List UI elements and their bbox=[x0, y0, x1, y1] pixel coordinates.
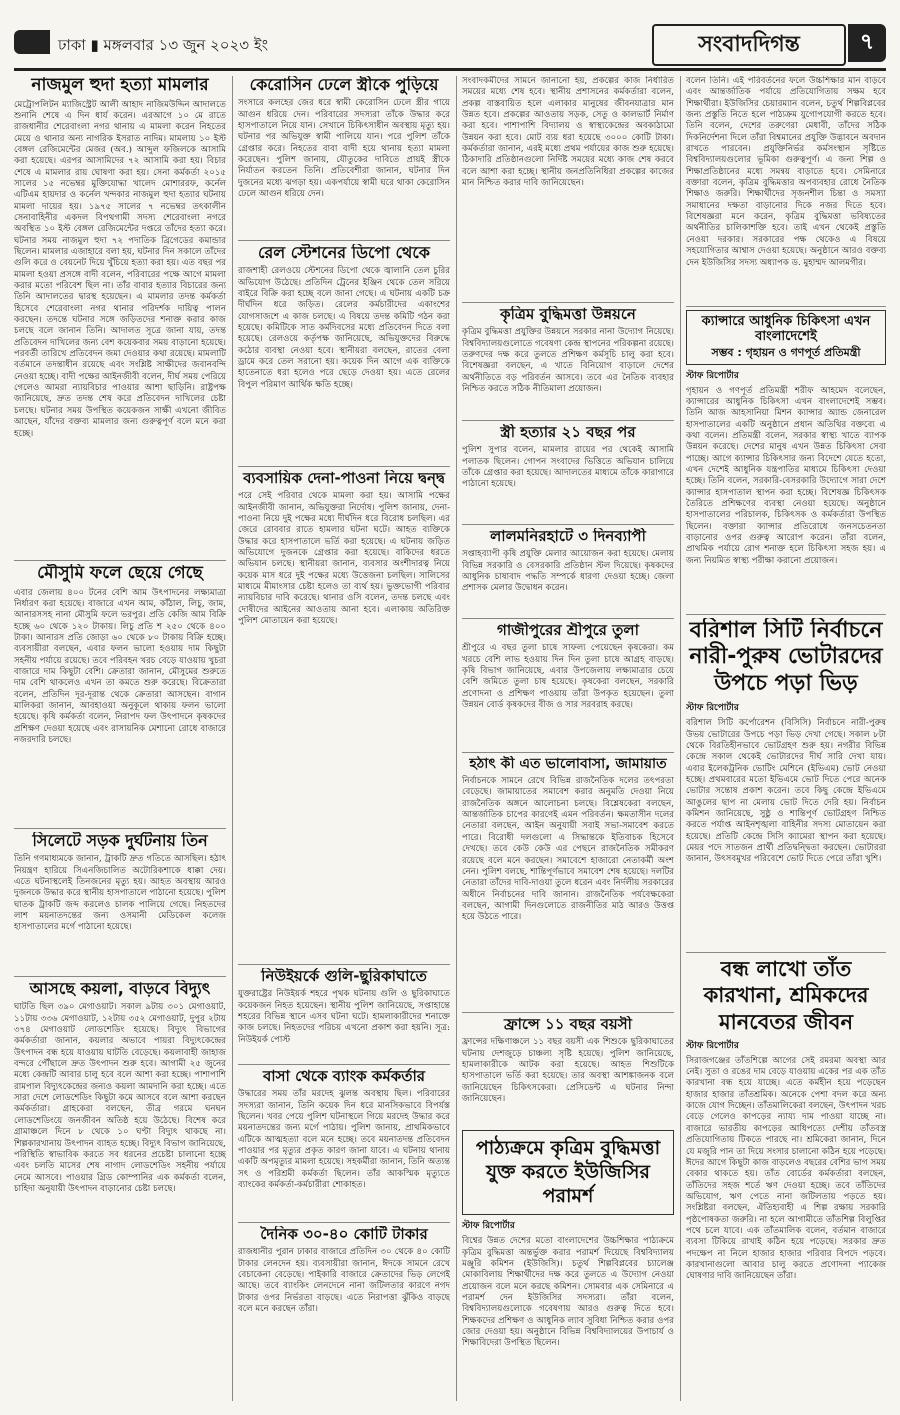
article-headline: বন্ধ লাখো তাঁত কারখানা, শ্রমিকদের মানবেতর জীবন bbox=[703, 957, 869, 1034]
article-body: পুলিশ সুপার বলেন, মামলার রায়ের পর থেকেই আসামি পলাতক ছিলেন। গোপন সংবাদের ভিত্তিতে অভিযান চালিয়ে তাঁকে গ্রেপ্তার করা হয়েছে। আদালতের মাধ্যমে তাঁকে কারাগারে পাঠানো হয়েছে। bbox=[462, 445, 674, 490]
page-number: ৭ bbox=[848, 24, 886, 62]
divider bbox=[462, 420, 674, 421]
article-body: যুক্তরাষ্ট্রের নিউইয়র্ক শহরে পৃথক ঘটনায় গুলি ও ছুরিকাঘাতে কয়েকজন নিহত হয়েছেন। স্থানীয় পুলিশ জানিয়েছে, সপ্তাহান্তে শহরের বিভিন্ন স্থানে এসব ঘটনা ঘটে। হামলাকারীদের শনাক্তে কাজ চলছে। নিহতদের পরিচয় এখনো প্রকাশ করা হয়নি। সূত্র: নিউইয়র্ক পোস্ট bbox=[238, 989, 450, 1045]
column-rule bbox=[232, 76, 233, 1401]
newspaper-logo: সংবাদদিগন্ত bbox=[652, 24, 846, 66]
headline-box bbox=[686, 310, 886, 365]
article-headline: ব্যবসায়িক দেনা-পাওনা নিয়ে দ্বন্দ্ব bbox=[243, 470, 445, 487]
article-headline: বাসা থেকে ব্যাংক কর্মকর্তার bbox=[262, 1068, 426, 1085]
article-headline: গাজীপুরের শ্রীপুরে তুলা bbox=[497, 622, 639, 639]
article-byline: স্টাফ রিপোর্টার bbox=[686, 703, 739, 714]
article-sylhet-accident bbox=[14, 832, 226, 972]
article-body: রাজধানীর পুরান ঢাকার বাজারে প্রতিদিন ৩০ থেকে ৪০ কোটি টাকার লেনদেন হয়। ব্যবসায়ীরা জানান, ঈদকে সামনে রেখে বেচাকেনা বেড়েছে। পাইকারি বাজারে ক্রেতাদের ভিড় লেগেই আছে। তবে ব্যাংকিং লেনদেনে নানা জটিলতার কারণে নগদ টাকার ওপর নির্ভরতা বাড়ছে। এতে নিরাপত্তা ঝুঁকিও বাড়ছে বলে মনে করছেন তাঁরা। bbox=[238, 1247, 450, 1314]
divider bbox=[462, 752, 674, 753]
article-rail-depot bbox=[238, 244, 450, 462]
article-cancer-treatment bbox=[686, 310, 886, 610]
article-headline: কৃত্রিম বুদ্ধিমত্তা উন্নয়নে bbox=[500, 306, 636, 323]
article-body: কৃত্রিম বুদ্ধিমত্তা প্রযুক্তির উন্নয়নে সরকার নানা উদ্যোগ নিয়েছে। বিশ্ববিদ্যালয়গুলোতে গবেষণা কেন্দ্র স্থাপনের পরিকল্পনা রয়েছে। তরুণদের দক্ষ করে তুলতে প্রশিক্ষণ কর্মসূচি চালু করা হবে। বিশেষজ্ঞরা বলছেন, এ খাতে বিনিয়োগ বাড়ালে দেশের অর্থনীতিতে বড় পরিবর্তন আসবে। তবে এর নৈতিক ব্যবহার নিশ্চিত করতে সঠিক নীতিমালা প্রয়োজন। bbox=[462, 327, 674, 394]
article-bank-officer bbox=[238, 1068, 450, 1218]
article-headline: লালমনিরহাটে ৩ দিনব্যাপী bbox=[490, 528, 646, 545]
article-headline: স্ত্রী হত্যার ২১ বছর পর bbox=[500, 424, 636, 441]
article-body: বিশ্বের উন্নত দেশের মতো বাংলাদেশের উচ্চশিক্ষার পাঠ্যক্রমে কৃত্রিম বুদ্ধিমত্তা অন্তর্ভুক্ত করার পরামর্শ দিয়েছে বিশ্ববিদ্যালয় মঞ্জুরি কমিশন (ইউজিসি)। চতুর্থ শিল্পবিপ্লবের চ্যালেঞ্জ মোকাবিলায় শিক্ষার্থীদের দক্ষ করে তুলতে এ উদ্যোগ নেওয়া প্রয়োজন বলে মনে করছে কমিশন। সোমবার এক সেমিনারে এ পরামর্শ দেন ইউজিসির সদস্যরা। তাঁরা বলেন, বিশ্ববিদ্যালয়গুলোকে গবেষণায় আরও গুরুত্ব দিতে হবে। শিক্ষকদের প্রশিক্ষণ ও আধুনিক ল্যাব সুবিধা নিশ্চিত করার ওপর জোর দেওয়া হয়। অনুষ্ঠানে বিভিন্ন বিশ্ববিদ্যালয়ের উপাচার্য ও শিক্ষাবিদেরা উপস্থিত ছিলেন। bbox=[462, 1236, 674, 1349]
masthead-rule bbox=[14, 68, 886, 71]
article-body: বরিশাল সিটি কর্পোরেশন (বিসিসি) নির্বাচনে নারী-পুরুষ উভয় ভোটারের উপচে পড়া ভিড় দেখা গেছে। সকাল ৮টা থেকে বিরতিহীনভাবে ভোটগ্রহণ শুরু হয়। নগরীর বিভিন্ন কেন্দ্রে সকাল থেকেই ভোটারদের দীর্ঘ সারি দেখা যায়। এবার ইলেকট্রনিক ভোটিং মেশিনে (ইভিএম) ভোট নেওয়া হচ্ছে। প্রথমবারের মতো ইভিএমে ভোট দিতে পেরে অনেক ভোটার সন্তোষ প্রকাশ করেন। তবে কিছু কেন্দ্রে ইভিএমে আঙুলের ছাপ না মেলায় ভোট দিতে দেরি হয়। নির্বাচন কমিশন জানিয়েছে, সুষ্ঠু ও শান্তিপূর্ণ ভোটগ্রহণ নিশ্চিত করতে পর্যাপ্ত আইনশৃঙ্খলা বাহিনীর সদস্য মোতায়েন করা হয়েছে। প্রতিটি কেন্দ্রে সিসি ক্যামেরা স্থাপন করা হয়েছে। মেয়র পদে সাতজন প্রার্থী প্রতিদ্বন্দ্বিতা করছেন। ভোটাররা জানান, উৎসবমুখর পরিবেশে ভোট দিতে পেরে তাঁরা খুশি। bbox=[686, 718, 886, 865]
divider bbox=[14, 976, 226, 977]
divider bbox=[238, 1222, 450, 1223]
divider bbox=[462, 524, 674, 525]
article-headline: পাঠ্যক্রমে কৃত্রিম বুদ্ধিমত্তা যুক্ত করতে ইউজিসির পরামর্শ bbox=[475, 1137, 661, 1207]
divider bbox=[238, 964, 450, 965]
divider bbox=[238, 466, 450, 467]
article-ai-development bbox=[462, 306, 674, 416]
article-headline: নিউইয়র্কে গুলি-ছুরিকাঘাতে bbox=[261, 968, 427, 985]
masthead bbox=[14, 20, 886, 68]
article-headline: বরিশাল সিটি নির্বাচনে নারী-পুরুষ ভোটারদের উপচে পড়া ভিড় bbox=[689, 618, 883, 696]
divider bbox=[462, 1012, 674, 1013]
divider bbox=[686, 952, 886, 953]
article-body: মেট্রোপলিটন ম্যাজিস্ট্রেট আলী আহাদ নাজিমউদ্দিন আদালতে শুনানি শেষে এ দিন ধার্য করেন। এরআগে ১০ মে রাতে রাজধানীর শেরেবাংলা নগর থানায় এ মামলা করেন নিহতের মেয়ে ও থানার অন্য নাগরিক ইসরাত নাদিম। মামলায় ১০ ইস্ট বেঙ্গল রেজিমেন্টের মেজর (অব.) আব্দুল ফজিলকে আসামি করা হয়েছে। এরপর আসামিদের ৭২ আসামি করা হয়। বিচার শেষে এ মামলার রায় ঘোষণা করা হয়। সেনা কর্মকর্তা ২০১৫ সালের ১৫ নভেম্বর মুক্তিযোদ্ধা খালেদ মোশাররফ, কর্নেল এটিএম হায়দার ও কর্নেল খন্দকার নাজমুল হুদা হত্যার ঘটনায় মামলা দায়ের হয়। ১৯৭৫ সালের ৭ নভেম্বর তৎকালীন সেনাবাহিনীর একদল বিপথগামী সদস্য শেরেবাংলা নগরে অবস্থিত ১০ ইস্ট বেঙ্গল রেজিমেন্টের দপ্তরে তাঁদের হত্যা করে। ঘটনার সময় নাজমুল হুদা ৭২ পদাতিক ব্রিগেডের কমান্ডার ছিলেন। মামলার এজাহারে বলা হয়, ঘটনার দিন সকালে তাঁদের গুলি করে ও বেয়নেট দিয়ে খুঁচিয়ে হত্যা করা হয়। এত বছর পর মামলা হওয়া প্রসঙ্গে বাদী বলেন, পরিবারের পক্ষে আগে মামলা করার মতো পরিবেশ ছিল না। তাঁর বাবার হত্যার বিচারের জন্য তিনি আদালতের দ্বারস্থ হয়েছেন। এ মামলার তদন্ত কর্মকর্তা হিসেবে শেরেবাংলা নগর থানার পরিদর্শক দায়িত্ব পালন করছেন। তদন্তে ঘটনার সঙ্গে জড়িতদের শনাক্ত করার কাজ চলছে বলে জানান তিনি। আদালত সূত্রে জানা যায়, তদন্ত প্রতিবেদন দাখিলের জন্য বেশ কয়েকবার সময় বাড়ানো হয়েছে। পরবর্তী তারিখে প্রতিবেদন জমা দেওয়ার কথা রয়েছে। মামলাটি বর্তমানে তদন্তাধীন রয়েছে এবং সংশ্লিষ্ট সাক্ষীদের জবানবন্দি নেওয়া হচ্ছে। বাদী পক্ষের আইনজীবী বলেন, দীর্ঘ সময় পেরিয়ে গেলেও আমরা ন্যায়বিচার পাওয়ার আশা ছাড়িনি। রাষ্ট্রপক্ষ জানিয়েছে, দ্রুত তদন্ত শেষ করে প্রতিবেদন দাখিলের চেষ্টা চলছে। ঘটনার সময় উপস্থিত কয়েকজন সাক্ষী এখনো জীবিত আছেন, যাঁদের বক্তব্য মামলার জন্য গুরুত্বপূর্ণ বলে মনে করা হচ্ছে। bbox=[14, 99, 226, 439]
article-byline: স্টাফ রিপোর্টার bbox=[686, 1040, 739, 1051]
article-daily-30-40-crore bbox=[238, 1226, 450, 1401]
article-newyork bbox=[238, 968, 450, 1060]
divider bbox=[238, 240, 450, 241]
article-headline: দৈনিক ৩০-৪০ কোটি টাকার bbox=[260, 1226, 428, 1243]
divider bbox=[462, 302, 674, 303]
article-body: রাজশাহী রেলওয়ে স্টেশনের ডিপো থেকে জ্বালানি তেল চুরির অভিযোগ উঠেছে। প্রতিদিন ট্রেনের ইঞ্জিন থেকে তেল সরিয়ে বাইরে বিক্রি করা হচ্ছে বলে জানা গেছে। এ ঘটনায় একটি চক্র দীর্ঘদিন ধরে জড়িত। রেলের কর্মচারীদের একাংশের যোগসাজশে এ কাজ চলছে। এ বিষয়ে তদন্ত কমিটি গঠন করা হয়েছে। কমিটিকে সাত কর্মদিবসের মধ্যে প্রতিবেদন দিতে বলা হয়েছে। রেলওয়ে কর্তৃপক্ষ জানিয়েছে, অভিযুক্তদের বিরুদ্ধে কঠোর ব্যবস্থা নেওয়া হবে। স্থানীয়রা বলছেন, রাতের বেলা ড্রামে করে তেল সরানো হয়। কয়েক দিন আগে এক ব্যক্তিকে হাতেনাতে ধরা হলেও পরে ছেড়ে দেওয়া হয়। এতে রেলের বিপুল পরিমাণ আর্থিক ক্ষতি হচ্ছে। bbox=[238, 266, 450, 390]
article-business-dispute bbox=[238, 470, 450, 960]
article-body: পরে সেই পরিবার থেকে মামলা করা হয়। আসামি পক্ষের আইনজীবী জানান, অভিযুক্তরা নির্দোষ। পুলিশ জানায়, দেনা-পাওনা নিয়ে দুই পক্ষের মধ্যে দীর্ঘদিন ধরে বিরোধ চলছিল। এর জেরে রোববার রাতে হামলার ঘটনা ঘটে। আহত ব্যক্তিকে উদ্ধার করে হাসপাতালে ভর্তি করা হয়েছে। এ ঘটনায় জড়িত অভিযোগে দুজনকে গ্রেপ্তার করা হয়েছে। বাকিদের ধরতে অভিযান চলছে। স্থানীয়রা জানান, ব্যবসার অংশীদারত্ব নিয়ে কয়েক মাস ধরে দুই পক্ষের মধ্যে উত্তেজনা চলছিল। সালিসের মাধ্যমে মীমাংসার চেষ্টা হলেও তা ব্যর্থ হয়। ভুক্তভোগী পরিবার ন্যায়বিচার দাবি করেছে। থানার ওসি বলেন, তদন্ত চলছে এবং দোষীদের আইনের আওতায় আনা হবে। এলাকায় অতিরিক্ত পুলিশ মোতায়েন করা হয়েছে। bbox=[238, 491, 450, 627]
article-body: সংসারে কলহের জের ধরে স্বামী কেরোসিন ঢেলে স্ত্রীর গায়ে আগুন ধরিয়ে দেন। পরিবারের সদস্যরা তাঁকে উদ্ধার করে হাসপাতালে নিয়ে যান। সেখানে চিকিৎসাধীন অবস্থায় মৃত্যু হয়। ঘটনার পর অভিযুক্ত স্বামী পালিয়ে যান। পরে পুলিশ তাঁকে গ্রেপ্তার করে। নিহতের বাবা বাদী হয়ে থানায় হত্যা মামলা করেছেন। পুলিশ জানায়, যৌতুকের দাবিতে প্রায়ই স্ত্রীকে নির্যাতন করতেন তিনি। প্রতিবেশীরা জানান, ঘটনার দিন দুজনের মধ্যে ঝগড়া হয়। একপর্যায়ে স্বামী ঘরে থাকা কেরোসিন ঢেলে আগুন ধরিয়ে দেন। bbox=[238, 98, 450, 200]
article-byline: স্টাফ রিপোর্টার bbox=[462, 1221, 515, 1232]
article-handloom-factories bbox=[686, 956, 886, 1401]
article-najmul-huda bbox=[14, 76, 226, 556]
divider bbox=[14, 560, 226, 561]
article-body: ঘাটতি ছিল ৩৯০ মেগাওয়াট। সকাল ৯টায় ৩০১ মেগাওয়াট, ১১টায় ৩৩৬ মেগাওয়াট, ১২টায় ৩৫২ মেগাওয়াট, দুপুর ২টায় ৩৭৪ মেগাওয়াট লোডশেডিং হয়েছে। বিদ্যুৎ বিভাগের কর্মকর্তারা জানান, কয়লার অভাবে পায়রা বিদ্যুৎকেন্দ্রের উৎপাদন বন্ধ হয়ে যাওয়ায় ঘাটতি বেড়েছে। কয়লাবাহী জাহাজ বন্দরে পৌঁছালে দ্রুত উৎপাদন শুরু হবে। আগামী ২৫ জুনের মধ্যে কেন্দ্রটি আবার চালু হবে বলে আশা করা হচ্ছে। পাশাপাশি রামপাল বিদ্যুৎকেন্দ্রের জন্যও কয়লা আমদানি করা হচ্ছে। এতে সারা দেশে লোডশেডিং কিছুটা কমে আসবে বলে আশা করছেন কর্মকর্তারা। গ্রাহকেরা বলছেন, তীব্র গরমে ঘনঘন লোডশেডিংয়ে জনজীবন অতিষ্ঠ হয়ে উঠেছে। বিশেষ করে গ্রামাঞ্চলে দিনে ৮ থেকে ১০ ঘণ্টা বিদ্যুৎ থাকছে না। শিল্পকারখানায় উৎপাদন ব্যাহত হচ্ছে। বিদ্যুৎ বিভাগ জানিয়েছে, পরিস্থিতি স্বাভাবিক করতে সব ধরনের প্রচেষ্টা চালানো হচ্ছে এবং চলতি মাসের শেষ নাগাদ লোডশেডিং সহনীয় পর্যায়ে নেমে আসবে। পাওয়ার গ্রিড কোম্পানির এক কর্মকর্তা বলেন, চাহিদা অনুযায়ী উৎপাদন বাড়ানোর চেষ্টা চলছে। bbox=[14, 1002, 226, 1194]
article-body: উদ্ধারের সময় তাঁর মরদেহ ঝুলন্ত অবস্থায় ছিল। পরিবারের সদস্যরা জানান, তিনি কয়েক দিন ধরে মানসিকভাবে বিপর্যস্ত ছিলেন। খবর পেয়ে পুলিশ ঘটনাস্থলে গিয়ে মরদেহ উদ্ধার করে ময়নাতদন্তের জন্য মর্গে পাঠায়। পুলিশ জানায়, প্রাথমিকভাবে এটিকে আত্মহত্যা বলে মনে হচ্ছে। তবে ময়নাতদন্ত প্রতিবেদন পাওয়ার পর মৃত্যুর প্রকৃত কারণ জানা যাবে। এ ঘটনায় থানায় একটি অপমৃত্যুর মামলা হয়েছে। সহকর্মীরা জানান, তিনি অত্যন্ত সৎ ও পরিশ্রমী কর্মকর্তা ছিলেন। তাঁর আকস্মিক মৃত্যুতে ব্যাংকের কর্মকর্তা-কর্মচারীরা শোকাহত। bbox=[238, 1089, 450, 1190]
article-headline: হঠাৎ কী এত ভালোবাসা, জামায়াত bbox=[469, 756, 667, 772]
article-headline: ক্যান্সারে আধুনিক চিকিৎসা এখন বাংলাদেশেই bbox=[701, 314, 871, 344]
article-body: গৃহায়ন ও গণপূর্ত প্রতিমন্ত্রী শরীফ আহমেদ বলেছেন, ক্যান্সারের আধুনিক চিকিৎসা এখন বাংলাদেশেই সম্ভব। তিনি আজ আহসানিয়া মিশন ক্যান্সার অ্যান্ড জেনারেল হাসপাতালের একটি অনুষ্ঠানে প্রধান অতিথির বক্তব্যে এ কথা বলেন। প্রতিমন্ত্রী বলেন, সরকার স্বাস্থ্য খাতে ব্যাপক উন্নয়ন করেছে। দেশের মানুষ এখন উন্নত চিকিৎসা সেবা পাচ্ছে। আগে ক্যান্সার চিকিৎসার জন্য বিদেশে যেতে হতো, এখন দেশেই আধুনিক যন্ত্রপাতির মাধ্যমে চিকিৎসা দেওয়া হচ্ছে। তিনি বলেন, সরকারি-বেসরকারি উদ্যোগে সারা দেশে ক্যান্সার হাসপাতাল স্থাপন করা হচ্ছে। বিশেষজ্ঞ চিকিৎসক তৈরিতে প্রশিক্ষণের ব্যবস্থা নেওয়া হয়েছে। অনুষ্ঠানে হাসপাতালের পরিচালক, চিকিৎসক ও কর্মকর্তারা উপস্থিত ছিলেন। বক্তারা ক্যান্সার প্রতিরোধে জনসচেতনতা বাড়ানোর ওপর গুরুত্ব আরোপ করেন। তাঁরা বলেন, প্রাথমিক পর্যায়ে রোগ শনাক্ত হলে চিকিৎসা সহজ হয়। এ জন্য নিয়মিত স্বাস্থ্য পরীক্ষা করানো প্রয়োজন। bbox=[686, 385, 886, 566]
article-coal-electricity bbox=[14, 980, 226, 1400]
article-headline: ফ্রান্সে ১১ বছর বয়সী bbox=[504, 1016, 632, 1033]
article-project-continued bbox=[462, 76, 674, 298]
article-headline: সিলেটে সড়ক দুর্ঘটনায় তিন bbox=[32, 832, 208, 850]
article-body: সিরাজগঞ্জের তাঁতশিল্পে আগের সেই রমরমা অবস্থা আর নেই। সুতা ও রঙের দাম বেড়ে যাওয়ায় একের পর এক তাঁত কারখানা বন্ধ হয়ে যাচ্ছে। এতে কর্মহীন হয়ে পড়েছেন হাজার হাজার তাঁতশ্রমিক। অনেকে পেশা বদল করে অন্য কাজে যোগ দিচ্ছেন। তাঁতমালিকেরা বলছেন, উৎপাদন খরচ বেড়ে গেলেও কাপড়ের ন্যায্য দাম পাওয়া যাচ্ছে না। বাজারে ভারতীয় কাপড়ের আধিপত্যে দেশীয় তাঁতবস্ত্র প্রতিযোগিতায় টিকতে পারছে না। শ্রমিকেরা জানান, দিনে যে মজুরি পান তা দিয়ে সংসার চালানো কঠিন হয়ে পড়েছে। ঈদের আগে কিছুটা কাজ বাড়লেও বছরের বেশির ভাগ সময় বেকার থাকতে হয়। তাঁত বোর্ডের কর্মকর্তারা বলছেন, তাঁতিদের সহজ শর্তে ঋণ দেওয়া হচ্ছে। তবে তাঁতিদের অভিযোগ, ঋণ পেতে নানা জটিলতায় পড়তে হয়। সংশ্লিষ্টরা বলছেন, ঐতিহ্যবাহী এ শিল্প রক্ষায় সরকারি পৃষ্ঠপোষকতা জরুরি। না হলে আগামীতে তাঁতশিল্প বিলুপ্তির পথে চলে যাবে। এক তাঁতমালিক বলেন, বর্তমান বাজারে ব্যবসা টিকিয়ে রাখাই কঠিন হয়ে পড়েছে। সরকার দ্রুত পদক্ষেপ না নিলে হাজার হাজার পরিবার বিপদে পড়বে। কারখানাগুলো আবার চালু করতে প্রণোদনা প্যাকেজ ঘোষণার দাবি জানিয়েছেন তাঁরা। bbox=[686, 1055, 886, 1282]
masthead-bar bbox=[14, 30, 50, 54]
article-body: সপ্তাহব্যাপী কৃষি প্রযুক্তি মেলার আয়োজন করা হয়েছে। মেলায় বিভিন্ন সরকারি ও বেসরকারি প্রতিষ্ঠান স্টল দিয়েছে। কৃষকদের আধুনিক চাষাবাদ পদ্ধতি সম্পর্কে ধারণা দেওয়া হচ্ছে। জেলা প্রশাসক মেলার উদ্বোধন করেন। bbox=[462, 549, 674, 594]
article-jamaat bbox=[462, 756, 674, 1008]
article-body: তিনি গণমাধ্যমকে জানান, ট্রাকটি দ্রুত গতিতে আসছিল। হঠাৎ নিয়ন্ত্রণ হারিয়ে সিএনজিচালিত অটোরিকশাকে ধাক্কা দেয়। এতে ঘটনাস্থলেই তিনজনের মৃত্যু হয়। আহত অবস্থায় আরও দুজনকে উদ্ধার করে স্থানীয় হাসপাতালে পাঠানো হয়েছে। পুলিশ ঘাতক ট্রাকটি জব্দ করলেও চালক পালিয়ে গেছে। নিহতদের লাশ ময়নাতদন্তের জন্য ওসমানী মেডিকেল কলেজ হাসপাতালের মর্গে পাঠানো হয়েছে। bbox=[14, 854, 226, 933]
article-sreepur-cotton bbox=[462, 622, 674, 748]
article-headline: মৌসুমি ফলে ছেয়ে গেছে bbox=[37, 564, 203, 583]
article-ugc-continued bbox=[686, 76, 886, 304]
article-body: বলেন তিনি। এই পরিবর্তনের ফলে উচ্চশিক্ষার মান বাড়বে এবং আন্তর্জাতিক পর্যায়ে প্রতিযোগিতায় সক্ষম হবে শিক্ষার্থীরা। ইউজিসির চেয়ারম্যান বলেন, চতুর্থ শিল্পবিপ্লবের জন্য প্রস্তুতি নিতে হলে পাঠ্যক্রম যুগোপযোগী করতে হবে। তিনি বলেন, দেশের তরুণেরা মেধাবী, তাঁদের সঠিক দিকনির্দেশনা দিলে তাঁরা বিশ্বমানের প্রযুক্তি উদ্ভাবনে অবদান রাখতে পারবেন। প্রযুক্তিনির্ভর কর্মসংস্থান সৃষ্টিতে বিশ্ববিদ্যালয়গুলোর ভূমিকা গুরুত্বপূর্ণ। এ জন্য শিল্প ও শিক্ষাপ্রতিষ্ঠানের মধ্যে সমন্বয় বাড়াতে হবে। সেমিনারে বক্তারা বলেন, কৃত্রিম বুদ্ধিমত্তার অপব্যবহার রোধে নৈতিক শিক্ষাও জরুরি। শিক্ষার্থীদের সৃজনশীল চিন্তা ও সমস্যা সমাধানের দক্ষতা বাড়ানোর দিকে নজর দিতে হবে। বিশেষজ্ঞরা মনে করেন, কৃত্রিম বুদ্ধিমত্তা ভবিষ্যতের অর্থনীতির চালিকাশক্তি হবে। তাই এখন থেকেই প্রস্তুতি নেওয়া দরকার। সরকারের পক্ষ থেকেও এ বিষয়ে সহযোগিতার আশ্বাস দেওয়া হয়েছে। অনুষ্ঠানে আরও বক্তব্য দেন ইউজিসির সদস্য অধ্যাপক ড. মুহাম্মদ আলমগীর। bbox=[686, 76, 886, 268]
headline-box bbox=[462, 1130, 674, 1215]
article-lalmonirhat bbox=[462, 528, 674, 614]
article-subhead: সম্ভব : গৃহায়ন ও গণপূর্ত প্রতিমন্ত্রী bbox=[711, 345, 861, 359]
article-barishal-election bbox=[686, 618, 886, 948]
article-france bbox=[462, 1016, 674, 1126]
column-rule bbox=[680, 76, 681, 1401]
divider bbox=[462, 618, 674, 619]
article-wife-murder bbox=[462, 424, 674, 520]
article-body: সংবাদকর্মীদের সামনে জানানো হয়, প্রকল্পের কাজ নির্ধারিত সময়ের মধ্যে শেষ হবে। স্থানীয় প্রশাসনের কর্মকর্তারা বলেন, প্রকল্প বাস্তবায়িত হলে এলাকার মানুষের জীবনযাত্রার মান উন্নত হবে। প্রকল্পের আওতায় সড়ক, সেতু ও কালভার্ট নির্মাণ করা হবে। পাশাপাশি বিদ্যালয় ও স্বাস্থ্যকেন্দ্রের অবকাঠামো উন্নয়ন করা হবে। মোট ব্যয় ধরা হয়েছে ৩০০০ কোটি টাকা। কর্মকর্তারা জানান, এরই মধ্যে প্রথম পর্যায়ের কাজ শুরু হয়েছে। ঠিকাদারি প্রতিষ্ঠানগুলো নির্দিষ্ট সময়ের মধ্যে কাজ শেষ করবে বলে আশা করা হচ্ছে। স্থানীয় জনপ্রতিনিধিরা প্রকল্পের কাজের মান নিশ্চিত করার দাবি জানিয়েছেন। bbox=[462, 76, 674, 189]
divider bbox=[686, 614, 886, 615]
article-kerosene bbox=[238, 76, 450, 236]
article-seasonal-fruit bbox=[14, 564, 226, 824]
divider bbox=[238, 1064, 450, 1065]
article-headline: আসছে কয়লা, বাড়বে বিদ্যুৎ bbox=[29, 980, 211, 998]
issue-date: ঢাকা ▮ মঙ্গলবার ১৩ জুন ২০২৩ ইং bbox=[58, 36, 269, 54]
article-headline: কেরোসিন ঢেলে স্ত্রীকে পুড়িয়ে bbox=[249, 76, 439, 94]
divider bbox=[686, 306, 886, 307]
divider bbox=[14, 828, 226, 829]
article-byline: স্টাফ রিপোর্টার bbox=[686, 370, 739, 381]
article-body: শ্রীপুরে এ বছর তুলা চাষে সাফল্য পেয়েছেন কৃষকেরা। কম খরচে বেশি লাভ হওয়ায় দিন দিন তুলা চাষে আগ্রহ বাড়ছে। কৃষি বিভাগ জানিয়েছে, এবার উপজেলায় লক্ষ্যমাত্রার চেয়ে বেশি জমিতে তুলা চাষ হয়েছে। কৃষকেরা বলছেন, সরকারি প্রণোদনা ও প্রশিক্ষণ পাওয়ায় তাঁরা উপকৃত হয়েছেন। তুলা উন্নয়ন বোর্ড কৃষকদের বীজ ও সার সরবরাহ করছে। bbox=[462, 643, 674, 710]
article-body: ফ্রান্সের দক্ষিণাঞ্চলে ১১ বছর বয়সী এক শিশুকে ছুরিকাঘাতের ঘটনায় দেশজুড়ে চাঞ্চল্য সৃষ্টি হয়েছে। পুলিশ জানিয়েছে, হামলাকারীকে আটক করা হয়েছে। আহত শিশুটিকে হাসপাতালে ভর্তি করা হয়েছে। তার অবস্থা আশঙ্কাজনক বলে জানিয়েছেন চিকিৎসকেরা। প্রেসিডেন্ট এ ঘটনার নিন্দা জানিয়েছেন। bbox=[462, 1037, 674, 1104]
article-headline: নাজমুল হুদা হত্যা মামলার bbox=[31, 76, 209, 95]
column-rule bbox=[456, 76, 457, 1401]
article-body: নির্বাচনকে সামনে রেখে বিভিন্ন রাজনৈতিক দলের তৎপরতা বেড়েছে। জামায়াতের সমাবেশ করার অনুমতি দেওয়া নিয়ে রাজনৈতিক অঙ্গনে আলোচনা চলছে। বিশ্লেষকেরা বলছেন, আন্তর্জাতিক চাপের কারণেই এমন পরিবর্তন। ক্ষমতাসীন দলের নেতারা বলছেন, আইন অনুযায়ী সবাই সভা-সমাবেশ করতে পারে। বিরোধী দলগুলো এ সিদ্ধান্তকে ইতিবাচক হিসেবে দেখছে। তবে কেউ কেউ এর পেছনে রাজনৈতিক সমীকরণ রয়েছে বলে মনে করছেন। সমাবেশে হাজারো নেতাকর্মী অংশ নেন। পুলিশ বলছে, শান্তিপূর্ণভাবে সমাবেশ শেষ হয়েছে। দলটির নেতারা তাঁদের দাবি-দাওয়া তুলে ধরেন এবং নির্দলীয় সরকারের অধীনে নির্বাচনের দাবি জানান। রাজনৈতিক পর্যবেক্ষকেরা বলছেন, আগামী দিনগুলোতে রাজনীতির মাঠ আরও উত্তপ্ত হয়ে উঠতে পারে। bbox=[462, 776, 674, 923]
article-ugc-ai-curriculum bbox=[462, 1130, 674, 1400]
article-body: এবার জেলায় ৪০০ টনের বেশি আম উৎপাদনের লক্ষ্যমাত্রা নির্ধারণ করা হয়েছে। বাজারে এখন আম, কাঁঠাল, লিচু, জাম, আনারসসহ নানা মৌসুমি ফলে ভরপুর। প্রতি কেজি আম বিক্রি হচ্ছে ৬০ থেকে ১২০ টাকায়। লিচু প্রতি শ ২৫০ থেকে ৪০০ টাকা। আনারস প্রতি জোড়া ৬০ থেকে ৮০ টাকায় বিক্রি হচ্ছে। ব্যবসায়ীরা বলছেন, এবার ফলন ভালো হওয়ায় দাম কিছুটা সহনীয় পর্যায়ে রয়েছে। তবে পরিবহন খরচ বেড়ে যাওয়ায় খুচরা বাজারে দাম কিছুটা বেশি। ক্রেতারা জানান, মৌসুমের শুরুতে দাম বেশি থাকলেও এখন তা কমতে শুরু করেছে। বিক্রেতারা বলেন, প্রতিদিন দূর-দূরান্ত থেকে ক্রেতারা আসছেন। বাগান মালিকরা জানান, আবহাওয়া অনুকূলে থাকায় ফলন ভালো হয়েছে। কৃষি কর্মকর্তা বলেন, নিরাপদ ফল উৎপাদনে কৃষকদের প্রশিক্ষণ দেওয়া হয়েছে এবং রাসায়নিক মেশানো রোধে বাজারে নজরদারি চলছে। bbox=[14, 587, 226, 746]
article-headline: রেল স্টেশনের ডিপো থেকে bbox=[258, 244, 430, 262]
